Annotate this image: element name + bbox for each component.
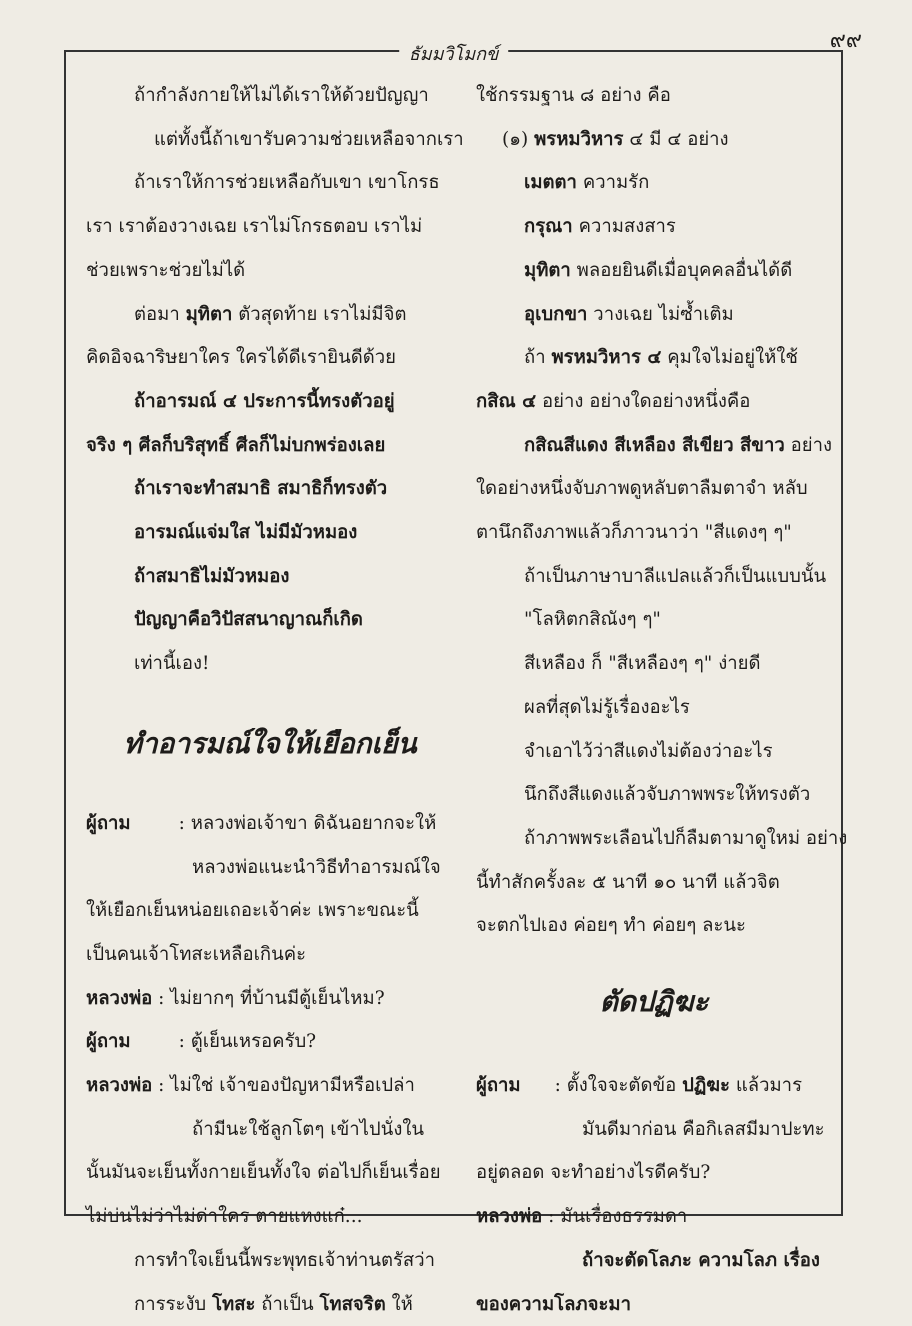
text-run: ให้ bbox=[385, 1293, 413, 1315]
bold-line: ถ้าจะตัดโลภะ ความโลภ เรื่อง bbox=[582, 1249, 820, 1271]
bold-term: พรหมวิหาร ๔ bbox=[551, 347, 662, 369]
dialogue-line: เป็นคนเจ้าโทสะเหลือเกินค่ะ bbox=[86, 943, 307, 965]
dialogue-line: หลวงพ่อแนะนำวิธีทำอารมณ์ใจ bbox=[192, 856, 441, 878]
paragraph-line: แต่ทั้งนี้ถ้าเขารับความช่วยเหลือจากเรา bbox=[154, 128, 464, 150]
bold-term: อุเบกขา bbox=[524, 303, 588, 325]
text-run: การระงับ bbox=[134, 1293, 213, 1315]
bold-line: ถ้าสมาธิไม่มัวหมอง bbox=[134, 565, 290, 587]
speaker-label: ผู้ถาม bbox=[476, 1075, 521, 1097]
paragraph-line bbox=[476, 336, 832, 380]
paragraph-line bbox=[476, 118, 832, 162]
text-run: ตัวสุดท้าย เราไม่มีจิต bbox=[232, 303, 407, 325]
dialogue-line bbox=[86, 1020, 454, 1064]
paragraph-line: ช่วยเพราะช่วยไม่ได้ bbox=[86, 259, 246, 281]
paragraph-line: ตานึกถึงภาพแล้วก็ภาวนาว่า "สีแดงๆ ๆ" bbox=[476, 522, 792, 544]
dialogue-line: ถ้ามีนะใช้ลูกโตๆ เข้าไปนั่งใน bbox=[192, 1118, 425, 1140]
section-heading: ทำอารมณ์ใจให้เยือกเย็น bbox=[123, 726, 417, 760]
paragraph-line bbox=[476, 380, 832, 424]
text-run: อย่าง อย่างใดอย่างหนึ่งคือ bbox=[536, 390, 751, 412]
bold-term: พรหมวิหาร bbox=[534, 128, 624, 150]
dialogue-line bbox=[86, 1064, 454, 1108]
dialogue-text: : ไม่ใช่ เจ้าของปัญหามีหรือเปล่า bbox=[152, 1075, 415, 1097]
paragraph-line: นึกถึงสีแดงแล้วจับภาพพระให้ทรงตัว bbox=[524, 784, 811, 806]
bold-line: อารมณ์แจ่มใส ไม่มีมัวหมอง bbox=[134, 522, 358, 544]
dialogue-line: ไม่บ่นไม่ว่าไม่ด่าใคร ตายแหงแก๋... bbox=[86, 1206, 363, 1228]
dialogue-text: : มันเรื่องธรรมดา bbox=[542, 1206, 688, 1228]
paragraph-line: การทำใจเย็นนี้พระพุทธเจ้าท่านตรัสว่า bbox=[134, 1249, 435, 1271]
dialogue-text: : ตู้เย็นเหรอครับ? bbox=[178, 1031, 317, 1053]
bold-term: ปฏิฆะ bbox=[682, 1075, 730, 1097]
bold-term: มุทิตา bbox=[185, 303, 233, 325]
speaker-label: หลวงพ่อ bbox=[86, 1075, 153, 1097]
paragraph-line bbox=[476, 424, 832, 468]
bold-line: ของความโลภจะมา bbox=[476, 1293, 631, 1315]
paragraph-line bbox=[476, 249, 832, 293]
paragraph-line bbox=[476, 161, 832, 205]
bold-term: กรุณา bbox=[524, 216, 573, 238]
text-run: : ตั้งใจจะตัดข้อ bbox=[554, 1075, 683, 1097]
text-run: ถ้าเป็น bbox=[255, 1293, 320, 1315]
text-run: แล้วมาร bbox=[729, 1075, 803, 1097]
section-heading: ตัดปฏิฆะ bbox=[599, 985, 709, 1019]
bold-term: มุทิตา bbox=[524, 259, 571, 281]
bold-term: โทสจริต bbox=[319, 1293, 386, 1315]
bold-term: กสิณสีแดง สีเหลือง สีเขียว สีขาว bbox=[524, 434, 785, 456]
dialogue-line: อยู่ตลอด จะทำอย่างไรดีครับ? bbox=[476, 1162, 711, 1184]
text-run: วางเฉย ไม่ซ้ำเติม bbox=[587, 303, 734, 325]
dialogue-line bbox=[476, 1064, 832, 1108]
paragraph-line bbox=[86, 1283, 454, 1326]
text-run: (๑) bbox=[502, 128, 535, 150]
dialogue-line bbox=[476, 1195, 832, 1239]
right-column bbox=[476, 74, 848, 1326]
dialogue-text: : หลวงพ่อเจ้าขา ดิฉันอยากจะให้ bbox=[178, 812, 437, 834]
text-run: ต่อมา bbox=[134, 303, 186, 325]
text-run: พลอยยินดีเมื่อบุคคลอื่นได้ดี bbox=[570, 259, 793, 281]
paragraph-line: "โลหิตกสิณังๆ ๆ" bbox=[524, 609, 661, 631]
left-column bbox=[86, 74, 464, 1326]
paragraph-line: ถ้าเป็นภาษาบาลีแปลแล้วก็เป็นแบบนั้น bbox=[524, 565, 827, 587]
page-frame bbox=[64, 44, 848, 1315]
bold-term: กสิณ ๔ bbox=[476, 390, 537, 412]
dialogue-text: : ไม่ยากๆ ที่บ้านมีตู้เย็นไหม? bbox=[152, 987, 385, 1009]
dialogue-line: ให้เยือกเย็นหน่อยเถอะเจ้าค่ะ เพราะขณะนี้ bbox=[86, 900, 419, 922]
dialogue-line: มันดีมาก่อน คือกิเลสมีมาปะทะ bbox=[582, 1118, 825, 1140]
bold-term: โทสะ bbox=[212, 1293, 256, 1315]
paragraph-line: นี้ทำสักครั้งละ ๕ นาที ๑๐ นาที แล้วจิต bbox=[476, 871, 780, 893]
dialogue-line bbox=[86, 977, 454, 1021]
speaker-label: หลวงพ่อ bbox=[86, 987, 153, 1009]
paragraph-line bbox=[86, 293, 454, 337]
paragraph-line: ใดอย่างหนึ่งจับภาพดูหลับตาลืมตาจำ หลับ bbox=[476, 478, 808, 500]
bold-term: เมตตา bbox=[524, 172, 577, 194]
text-run: อย่าง bbox=[784, 434, 832, 456]
speaker-label: ผู้ถาม bbox=[86, 812, 131, 834]
text-run: ถ้า bbox=[524, 347, 552, 369]
paragraph-line bbox=[476, 205, 832, 249]
text-run: ความสงสาร bbox=[572, 216, 676, 238]
paragraph-line: ถ้าภาพพระเลือนไปก็ลืมตามาดูใหม่ อย่าง bbox=[524, 827, 848, 849]
paragraph-line: ถ้ากำลังกายให้ไม่ได้เราให้ด้วยปัญญา bbox=[134, 85, 429, 106]
dialogue-line bbox=[86, 802, 454, 846]
bold-line: ถ้าเราจะทำสมาธิ สมาธิก็ทรงตัว bbox=[134, 478, 388, 500]
bold-line: จริง ๆ ศีลก็บริสุทธิ์ ศีลก็ไม่บกพร่องเลย bbox=[86, 434, 386, 456]
paragraph-line: ใช้กรรมฐาน ๘ อย่าง คือ bbox=[476, 85, 671, 106]
page-number: ๙๙ bbox=[829, 28, 862, 53]
bold-line: ปัญญาคือวิปัสสนาญาณก็เกิด bbox=[134, 609, 363, 631]
paragraph-line: เรา เราต้องวางเฉย เราไม่โกรธตอบ เราไม่ bbox=[86, 216, 423, 238]
running-header: ธัมมวิโมกข์ bbox=[399, 39, 509, 68]
paragraph-line: จะตกไปเอง ค่อยๆ ทำ ค่อยๆ ละนะ bbox=[476, 915, 746, 937]
paragraph-line: เท่านี้เอง! bbox=[134, 653, 210, 675]
paragraph-line: ถ้าเราให้การช่วยเหลือกับเขา เขาโกรธ bbox=[134, 172, 440, 194]
dialogue-line: นั้นมันจะเย็นทั้งกายเย็นทั้งใจ ต่อไปก็เย็นเรื่อย bbox=[86, 1162, 441, 1184]
text-run: ความรัก bbox=[576, 172, 650, 194]
speaker-label: ผู้ถาม bbox=[86, 1031, 131, 1053]
speaker-label: หลวงพ่อ bbox=[476, 1206, 543, 1228]
paragraph-line: ผลที่สุดไม่รู้เรื่องอะไร bbox=[524, 696, 690, 718]
paragraph-line: คิดอิจฉาริษยาใคร ใครได้ดีเรายินดีด้วย bbox=[86, 347, 396, 369]
text-run: คุมใจไม่อยู่ให้ใช้ bbox=[661, 347, 798, 369]
text-run: ๔ มี ๔ อย่าง bbox=[623, 128, 729, 150]
paragraph-line: จำเอาไว้ว่าสีแดงไม่ต้องว่าอะไร bbox=[524, 740, 773, 762]
paragraph-line: สีเหลือง ก็ "สีเหลืองๆ ๆ" ง่ายดี bbox=[524, 653, 761, 675]
bold-line: ถ้าอารมณ์ ๔ ประการนี้ทรงตัวอยู่ bbox=[134, 390, 395, 412]
paragraph-line bbox=[476, 293, 832, 337]
